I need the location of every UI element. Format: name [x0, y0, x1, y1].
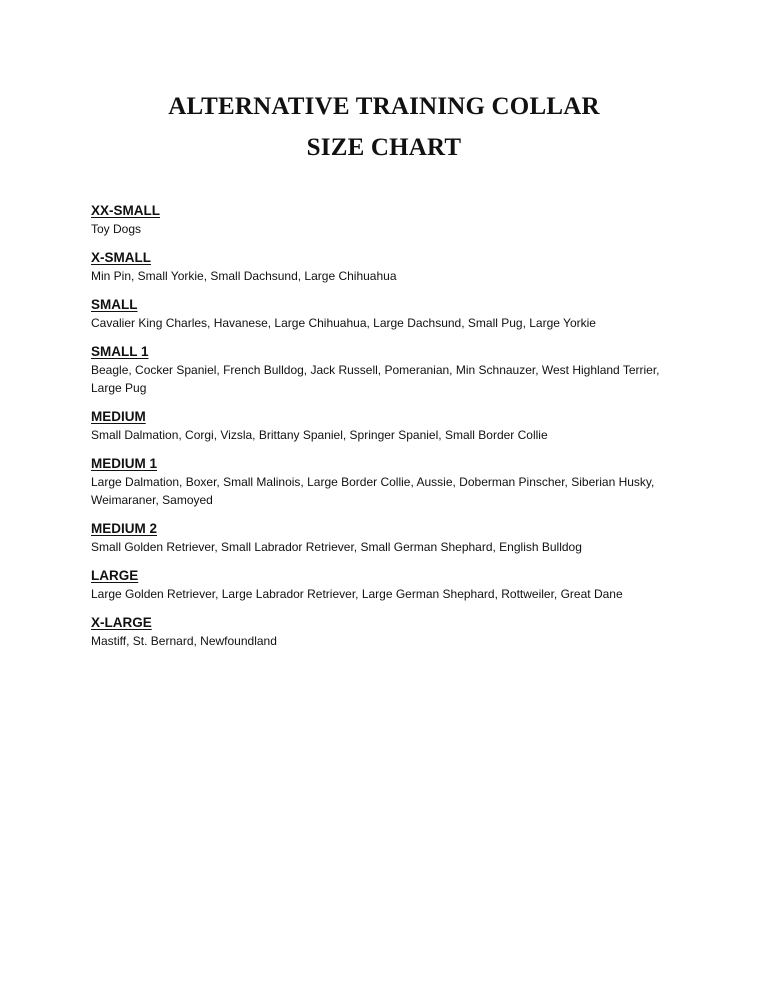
size-section-large: [91, 566, 691, 603]
size-section-small: [91, 295, 691, 332]
size-label: X-LARGE: [91, 615, 152, 630]
size-label: MEDIUM: [91, 409, 146, 424]
size-section-x-large: [91, 613, 691, 650]
size-label: MEDIUM 1: [91, 456, 158, 471]
size-label: SMALL 1: [91, 344, 149, 359]
breed-list: Small Dalmation, Corgi, Vizsla, Brittany Spaniel, Springer Spaniel, Small Border Collie: [91, 428, 548, 442]
breed-list: Beagle, Cocker Spaniel, French Bulldog, Jack Russell, Pomeranian, Min Schnauzer, West Highland Terrier, Large Pug: [91, 363, 660, 395]
size-section-x-small: [91, 248, 691, 285]
size-label: X-SMALL: [91, 250, 151, 265]
title-line-1: ALTERNATIVE TRAINING COLLAR: [168, 93, 600, 120]
breed-list: Small Golden Retriever, Small Labrador Retriever, Small German Shephard, English Bulldog: [91, 540, 582, 554]
size-label: XX-SMALL: [91, 203, 160, 218]
size-label: MEDIUM 2: [91, 521, 158, 536]
title-line-2: SIZE CHART: [306, 134, 462, 161]
breed-list: Large Dalmation, Boxer, Small Malinois, Large Border Collie, Aussie, Doberman Pinscher, Siberian Husky, Weimaraner, Samoyed: [91, 475, 655, 507]
breed-list: Min Pin, Small Yorkie, Small Dachsund, Large Chihuahua: [91, 269, 397, 283]
size-label: SMALL: [91, 297, 138, 312]
size-section-medium-2: [91, 519, 691, 556]
size-label: LARGE: [91, 568, 139, 583]
size-section-medium-1: [91, 454, 691, 509]
document-title: [0, 86, 768, 168]
size-section-small-1: [91, 342, 691, 397]
size-list: [91, 201, 691, 660]
size-section-xx-small: [91, 201, 691, 238]
breed-list: Toy Dogs: [91, 222, 142, 236]
breed-list: Mastiff, St. Bernard, Newfoundland: [91, 634, 277, 648]
size-section-medium: [91, 407, 691, 444]
breed-list: Large Golden Retriever, Large Labrador Retriever, Large German Shephard, Rottweiler, Great Dane: [91, 587, 623, 601]
breed-list: Cavalier King Charles, Havanese, Large Chihuahua, Large Dachsund, Small Pug, Large Yorkie: [91, 316, 596, 330]
